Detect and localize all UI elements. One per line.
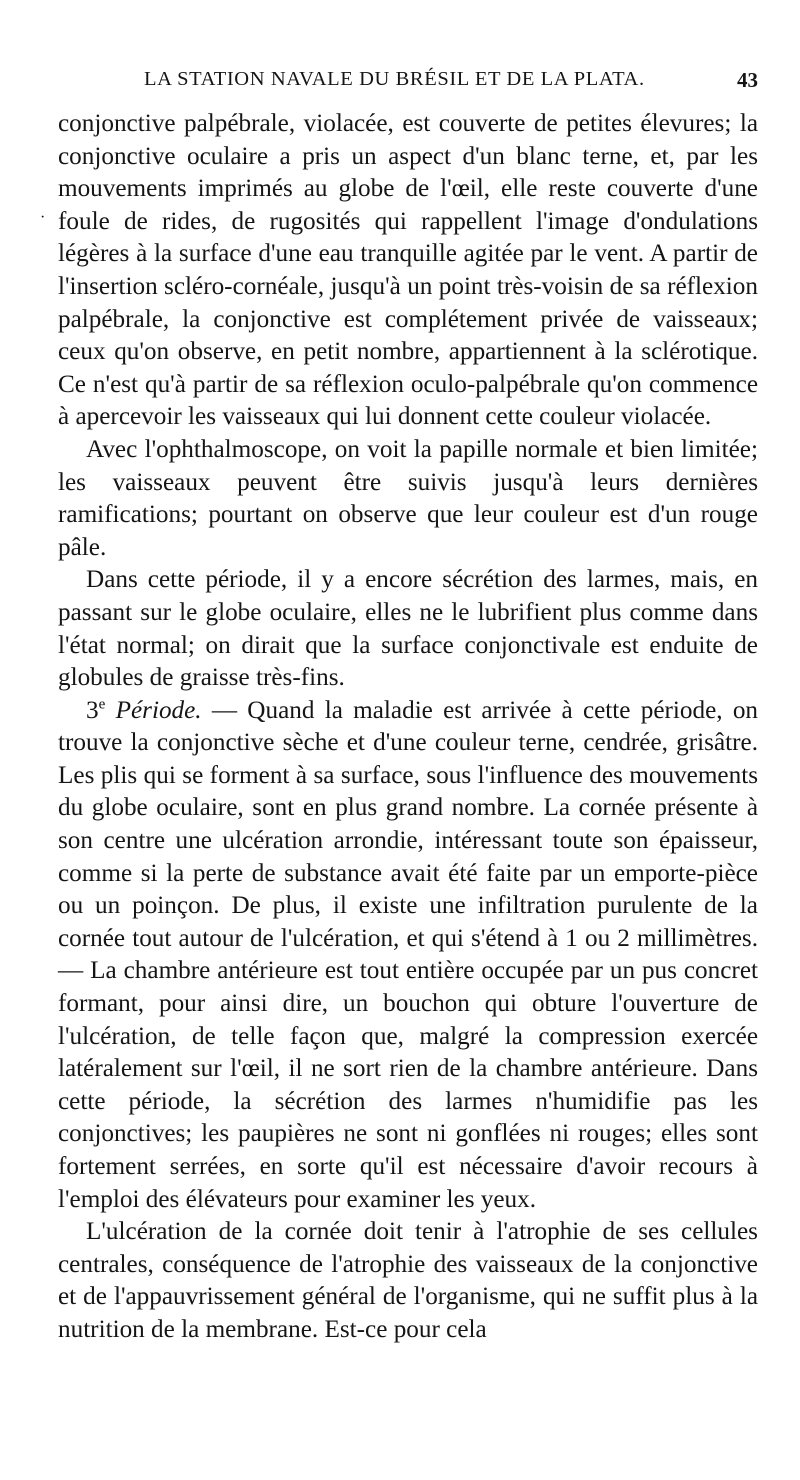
paragraph-5: L'ulcération de la cornée doit tenir à l'atrophie de ses cellules centrales, conséquence de l'atrophie des vaisseaux de la conjonctive et de l'appauvrissement général de l'organisme, qui ne suffit plus à la nutrition de la membrane. Est-ce pour cela [58, 1218, 758, 1343]
page-number: 43 [737, 68, 758, 92]
margin-mark: · [40, 209, 46, 226]
paragraph-2: Avec l'ophthalmoscope, on voit la papille normale et bien limitée; les vaisseaux peuvent être suivis jusqu'à leurs dernières ramifications; pourtant on observe que leur couleur est d'un rouge pâle. [58, 435, 758, 561]
running-title: LA STATION NAVALE DU BRÉSIL ET DE LA PLATA. [144, 68, 645, 90]
period-number: 3 [86, 696, 99, 724]
body-text [58, 108, 758, 1347]
period-number-superscript: e [98, 696, 106, 713]
paragraph-1: conjonctive palpébrale, violacée, est couverte de petites élevures; la conjonctive oculaire a pris un aspect d'un blanc terne, et, par les mouvements imprimés au globe de l'œil, elle reste couverte d'une foule de rides, de rugosités qui rappellent l'image d'ondulations légères à la surface d'une eau tranquille agitée par le vent. A partir de l'insertion scléro-cornéale, jusqu'à un point très-voisin de sa réflexion palpébrale, la conjonctive est complétement privée de vaisseaux; ceux qu'on observe, en petit nombre, appartiennent à la sclérotique. Ce n'est qu'à partir de sa réflexion oculo-palpébrale qu'on commence à apercevoir les vaisseaux qui lui donnent cette couleur violacée. [58, 110, 758, 431]
paragraph-3: Dans cette période, il y a encore sécrétion des larmes, mais, en passant sur le globe oculaire, elles ne le lubrifient plus comme dans l'état normal; on dirait que la surface conjonctivale est enduite de globules de graisse très-fins. [58, 566, 758, 692]
paragraph-4-text: — Quand la maladie est arrivée à cette période, on trouve la conjonctive sèche et d'une couleur terne, cendrée, grisâtre. Les plis qui se forment à sa surface, sous l'influence des mouvements du globe oculaire, sont en plus grand nombre. La cornée présente à son centre une ulcération arrondie, intéressant toute son épaisseur, comme si la perte de substance avait été faite par un emporte-pièce ou un poinçon. De plus, il existe une infiltration purulente de la cornée tout autour de l'ulcération, et qui s'étend à 1 ou 2 millimètres. — La chambre antérieure est tout entière occupée par un pus concret formant, pour ainsi dire, un bouchon qui obture l'ouverture de l'ulcération, de telle façon que, malgré la compression exercée latéralement sur l'œil, il ne sort rien de la chambre antérieure. Dans cette période, la sécrétion des larmes n'humidifie pas les conjonctives; les paupières ne sont ni gonflées ni rouges; elles sont fortement serrées, en sorte qu'il est nécessaire d'avoir recours à l'emploi des élévateurs pour examiner les yeux. [58, 696, 759, 1213]
paragraph-4 [58, 695, 758, 1217]
period-heading: Période. [115, 696, 202, 724]
page-header [58, 68, 758, 98]
